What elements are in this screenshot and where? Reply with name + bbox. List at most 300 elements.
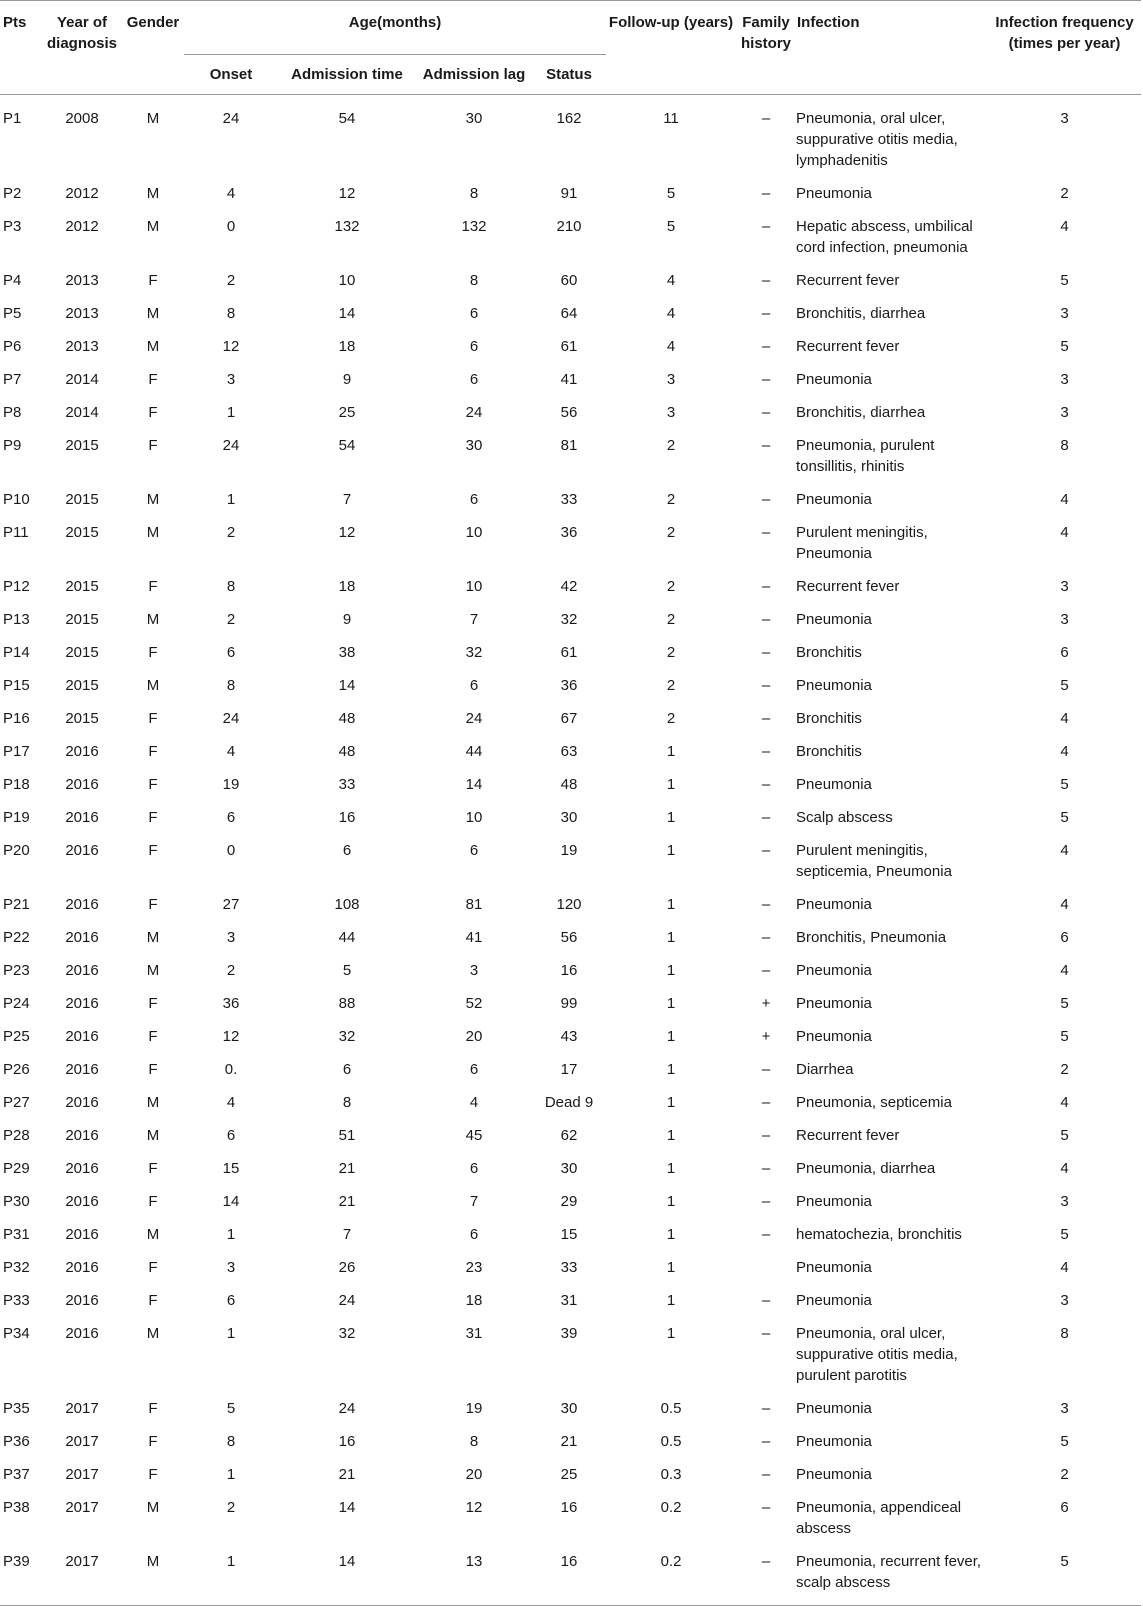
cell-gender: F: [148, 710, 158, 727]
cell-gender: M: [146, 611, 160, 628]
cell-onset: 12: [222, 338, 240, 355]
cell-infection: Pneumonia: [796, 1400, 872, 1417]
cell-family-history: –: [761, 1400, 771, 1417]
cell-infection-frequency: 4: [1060, 743, 1069, 760]
cell-gender: M: [146, 1553, 160, 1570]
table-row: [0, 735, 1141, 768]
header-pts: Pts: [3, 14, 27, 31]
table-row: [0, 516, 1141, 570]
table-row: [0, 297, 1141, 330]
cell-gender: F: [148, 743, 158, 760]
cell-family-history: –: [761, 644, 771, 661]
cell-onset: 1: [226, 404, 236, 421]
cell-status: 41: [560, 371, 578, 388]
cell-year: 2016: [65, 962, 99, 979]
cell-year: 2015: [65, 578, 99, 595]
cell-onset: 36: [222, 995, 240, 1012]
table-row: [0, 396, 1141, 429]
cell-status: 61: [560, 644, 578, 661]
cell-year: 2016: [65, 1028, 99, 1045]
cell-infection: Pneumonia: [796, 776, 872, 793]
cell-family-history: –: [761, 491, 771, 508]
cell-family-history: –: [761, 1433, 771, 1450]
cell-infection-frequency: 3: [1060, 404, 1069, 421]
cell-year: 2014: [65, 371, 99, 388]
cell-family-history: –: [761, 1466, 771, 1483]
cell-infection: Pneumonia: [796, 371, 872, 388]
cell-followup: 2: [666, 611, 676, 628]
table-row: [0, 1218, 1141, 1251]
cell-followup: 11: [663, 110, 679, 127]
cell-year: 2013: [65, 272, 99, 289]
cell-gender: F: [148, 437, 158, 454]
cell-admission-time: 88: [338, 995, 356, 1012]
cell-year: 2017: [65, 1433, 99, 1450]
cell-status: 91: [560, 185, 578, 202]
cell-pts: P18: [3, 776, 30, 793]
cell-followup: 1: [666, 1193, 676, 1210]
cell-admission-time: 32: [338, 1325, 356, 1342]
cell-pts: P1: [3, 110, 22, 127]
cell-followup: 4: [666, 272, 676, 289]
cell-family-history: –: [761, 110, 771, 127]
cell-admission-lag: 8: [469, 185, 479, 202]
cell-infection: Pneumonia, diarrhea: [796, 1160, 936, 1177]
cell-infection: Recurrent fever: [796, 272, 900, 289]
cell-gender: M: [146, 1094, 160, 1111]
cell-admission-lag: 19: [465, 1400, 483, 1417]
table-row: [0, 888, 1141, 921]
cell-family-history: –: [761, 185, 771, 202]
cell-infection: Pneumonia: [796, 491, 872, 508]
cell-year: 2015: [65, 437, 99, 454]
table-row: [0, 1086, 1141, 1119]
table-row: [0, 1284, 1141, 1317]
cell-status: 16: [560, 1499, 578, 1516]
cell-onset: 24: [222, 110, 240, 127]
cell-onset: 0.: [224, 1061, 238, 1078]
cell-onset: 3: [226, 929, 236, 946]
cell-gender: M: [146, 1127, 160, 1144]
cell-year: 2012: [65, 185, 99, 202]
cell-followup: 2: [666, 524, 676, 541]
cell-admission-lag: 6: [469, 1226, 479, 1243]
cell-infection-frequency: 3: [1060, 1193, 1069, 1210]
cell-gender: F: [148, 404, 158, 421]
cell-pts: P27: [3, 1094, 30, 1111]
cell-gender: F: [148, 1433, 158, 1450]
cell-family-history: +: [761, 995, 771, 1012]
cell-followup: 1: [666, 1259, 676, 1276]
cell-family-history: –: [761, 371, 771, 388]
table-row: [0, 1425, 1141, 1458]
cell-admission-lag: 6: [469, 1160, 479, 1177]
cell-admission-time: 44: [338, 929, 356, 946]
cell-family-history: –: [761, 218, 771, 235]
cell-infection: Pneumonia: [796, 185, 872, 202]
cell-infection-frequency: 5: [1060, 338, 1069, 355]
table-row: [0, 1458, 1141, 1491]
cell-status: 56: [560, 929, 578, 946]
header-gender: Gender: [126, 14, 180, 31]
cell-status: 210: [556, 218, 582, 235]
cell-infection: Pneumonia: [796, 1259, 872, 1276]
cell-followup: 2: [666, 644, 676, 661]
cell-status: 19: [560, 842, 578, 859]
cell-family-history: –: [761, 710, 771, 727]
cell-onset: 6: [226, 1292, 236, 1309]
cell-pts: P16: [3, 710, 30, 727]
cell-infection-frequency: 4: [1060, 524, 1069, 541]
table-row: [0, 801, 1141, 834]
cell-infection: Recurrent fever: [796, 578, 900, 595]
table-row: [0, 702, 1141, 735]
cell-gender: F: [148, 1028, 158, 1045]
cell-year: 2016: [65, 1160, 99, 1177]
cell-pts: P21: [3, 896, 30, 913]
cell-followup: 1: [666, 1094, 676, 1111]
cell-followup: 1: [666, 1325, 676, 1342]
header-onset: Onset: [184, 55, 278, 95]
cell-infection: Pneumonia: [796, 1028, 872, 1045]
cell-year: 2016: [65, 776, 99, 793]
table-row: [0, 1185, 1141, 1218]
cell-status: 48: [560, 776, 578, 793]
cell-family-history: –: [761, 437, 771, 454]
cell-admission-lag: 6: [469, 842, 479, 859]
cell-infection: Bronchitis: [796, 710, 862, 727]
cell-followup: 1: [666, 776, 676, 793]
cell-onset: 1: [226, 1226, 236, 1243]
cell-year: 2015: [65, 524, 99, 541]
cell-infection-frequency: 3: [1060, 1400, 1069, 1417]
cell-infection: Pneumonia: [796, 995, 872, 1012]
cell-admission-lag: 7: [469, 1193, 479, 1210]
header-family-history: Family history: [740, 14, 791, 52]
cell-year: 2012: [65, 218, 99, 235]
cell-followup: 1: [666, 1028, 676, 1045]
cell-year: 2016: [65, 842, 99, 859]
cell-family-history: –: [761, 962, 771, 979]
cell-infection: Pneumonia: [796, 896, 872, 913]
cell-followup: 0.5: [660, 1433, 682, 1450]
cell-followup: 3: [666, 371, 676, 388]
cell-gender: F: [148, 644, 158, 661]
cell-pts: P33: [3, 1292, 30, 1309]
cell-admission-time: 8: [342, 1094, 352, 1111]
cell-family-history: –: [761, 404, 771, 421]
cell-admission-time: 5: [342, 962, 352, 979]
cell-family-history: –: [761, 272, 771, 289]
cell-followup: 1: [666, 1127, 676, 1144]
cell-infection-frequency: 3: [1060, 110, 1069, 127]
cell-admission-lag: 6: [469, 1061, 479, 1078]
cell-gender: F: [148, 1466, 158, 1483]
cell-status: 56: [560, 404, 578, 421]
cell-infection-frequency: 4: [1060, 1259, 1069, 1276]
cell-admission-lag: 6: [469, 491, 479, 508]
cell-year: 2015: [65, 710, 99, 727]
cell-onset: 27: [222, 896, 240, 913]
cell-infection-frequency: 4: [1060, 491, 1069, 508]
cell-status: 61: [560, 338, 578, 355]
cell-family-history: –: [761, 1094, 771, 1111]
cell-pts: P13: [3, 611, 30, 628]
cell-family-history: –: [761, 743, 771, 760]
cell-infection: Hepatic abscess, umbilical cord infection, pneumonia: [796, 218, 973, 256]
cell-infection: Pneumonia: [796, 1193, 872, 1210]
cell-year: 2016: [65, 995, 99, 1012]
cell-onset: 8: [226, 578, 236, 595]
cell-family-history: –: [761, 809, 771, 826]
cell-infection-frequency: 6: [1060, 644, 1069, 661]
cell-admission-time: 48: [338, 710, 356, 727]
table-row: [0, 1491, 1141, 1545]
cell-followup: 1: [666, 842, 676, 859]
cell-pts: P14: [3, 644, 30, 661]
cell-year: 2016: [65, 929, 99, 946]
cell-followup: 2: [666, 710, 676, 727]
cell-admission-lag: 7: [469, 611, 479, 628]
cell-admission-time: 33: [338, 776, 356, 793]
cell-admission-lag: 20: [465, 1466, 483, 1483]
cell-infection: Pneumonia, purulent tonsillitis, rhinitis: [796, 437, 935, 475]
cell-family-history: –: [761, 305, 771, 322]
cell-gender: M: [146, 1325, 160, 1342]
header-infection: Infection: [797, 14, 860, 31]
cell-admission-time: 25: [338, 404, 356, 421]
cell-infection: Diarrhea: [796, 1061, 854, 1078]
cell-status: 33: [560, 491, 578, 508]
cell-gender: M: [146, 962, 160, 979]
cell-infection: Recurrent fever: [796, 338, 900, 355]
cell-pts: P22: [3, 929, 30, 946]
cell-year: 2017: [65, 1466, 99, 1483]
cell-onset: 2: [226, 962, 236, 979]
cell-status: 81: [560, 437, 578, 454]
cell-infection-frequency: 6: [1060, 1499, 1069, 1516]
table-row: [0, 987, 1141, 1020]
cell-infection-frequency: 4: [1060, 1160, 1069, 1177]
cell-pts: P25: [3, 1028, 30, 1045]
cell-pts: P39: [3, 1553, 30, 1570]
cell-followup: 2: [666, 677, 676, 694]
cell-infection: Pneumonia: [796, 962, 872, 979]
cell-pts: P23: [3, 962, 30, 979]
cell-admission-lag: 20: [465, 1028, 483, 1045]
header-followup: Follow-up (years): [608, 14, 734, 31]
cell-family-history: –: [761, 1160, 771, 1177]
cell-followup: 4: [666, 338, 676, 355]
cell-gender: M: [146, 677, 160, 694]
table-row: [0, 1545, 1141, 1606]
cell-family-history: –: [761, 842, 771, 859]
cell-infection-frequency: 8: [1060, 437, 1069, 454]
cell-infection-frequency: 3: [1060, 305, 1069, 322]
cell-onset: 8: [226, 305, 236, 322]
cell-onset: 4: [226, 743, 236, 760]
cell-pts: P4: [3, 272, 22, 289]
cell-infection: Bronchitis, diarrhea: [796, 404, 926, 421]
cell-infection-frequency: 2: [1060, 1061, 1069, 1078]
cell-admission-time: 48: [338, 743, 356, 760]
cell-gender: F: [148, 1259, 158, 1276]
cell-status: 16: [560, 1553, 578, 1570]
cell-admission-time: 54: [338, 437, 356, 454]
cell-pts: P17: [3, 743, 30, 760]
cell-admission-lag: 10: [465, 578, 483, 595]
cell-followup: 2: [666, 578, 676, 595]
cell-year: 2016: [65, 896, 99, 913]
cell-admission-time: 7: [342, 491, 352, 508]
cell-onset: 2: [226, 1499, 236, 1516]
cell-gender: F: [148, 371, 158, 388]
cell-infection-frequency: 6: [1060, 929, 1069, 946]
cell-year: 2017: [65, 1499, 99, 1516]
cell-admission-time: 54: [338, 110, 356, 127]
cell-status: 43: [560, 1028, 578, 1045]
cell-infection-frequency: 2: [1060, 1466, 1069, 1483]
cell-gender: M: [146, 185, 160, 202]
cell-status: 42: [560, 578, 578, 595]
cell-admission-time: 21: [338, 1466, 356, 1483]
cell-infection: Pneumonia, appendiceal abscess: [796, 1499, 962, 1537]
cell-status: 99: [560, 995, 578, 1012]
cell-followup: 4: [666, 305, 676, 322]
cell-gender: F: [148, 578, 158, 595]
cell-family-history: –: [761, 1226, 771, 1243]
cell-gender: F: [148, 1193, 158, 1210]
table-row: [0, 95, 1141, 178]
cell-followup: 1: [666, 995, 676, 1012]
cell-family-history: –: [761, 896, 771, 913]
cell-family-history: [736, 1251, 796, 1284]
table-row: [0, 570, 1141, 603]
header-age-group: Age(months): [348, 14, 442, 31]
cell-followup: 0.2: [660, 1553, 682, 1570]
cell-admission-lag: 32: [465, 644, 483, 661]
cell-pts: P36: [3, 1433, 30, 1450]
cell-infection: Recurrent fever: [796, 1127, 900, 1144]
cell-admission-time: 51: [338, 1127, 356, 1144]
cell-pts: P8: [3, 404, 22, 421]
cell-status: 60: [560, 272, 578, 289]
cell-infection-frequency: 5: [1060, 1127, 1069, 1144]
cell-admission-time: 7: [342, 1226, 352, 1243]
cell-infection: Pneumonia, recurrent fever, scalp abscess: [796, 1553, 982, 1591]
cell-admission-lag: 13: [465, 1553, 483, 1570]
cell-family-history: –: [761, 611, 771, 628]
cell-admission-lag: 8: [469, 1433, 479, 1450]
cell-infection-frequency: 8: [1060, 1325, 1069, 1342]
cell-year: 2016: [65, 809, 99, 826]
cell-gender: M: [146, 110, 160, 127]
cell-onset: 0: [226, 842, 236, 859]
header-infection-frequency: Infection frequency (times per year): [995, 14, 1134, 52]
cell-pts: P2: [3, 185, 22, 202]
table-row: [0, 177, 1141, 210]
cell-onset: 24: [222, 437, 240, 454]
cell-infection: Bronchitis: [796, 743, 862, 760]
table-row: [0, 834, 1141, 888]
cell-year: 2017: [65, 1400, 99, 1417]
cell-family-history: –: [761, 677, 771, 694]
cell-infection: Bronchitis: [796, 644, 862, 661]
cell-onset: 8: [226, 677, 236, 694]
cell-infection-frequency: 5: [1060, 809, 1069, 826]
cell-status: Dead 9: [544, 1094, 594, 1111]
cell-onset: 2: [226, 272, 236, 289]
cell-followup: 1: [666, 962, 676, 979]
cell-admission-time: 16: [338, 809, 356, 826]
table-row: [0, 330, 1141, 363]
cell-family-history: –: [761, 1127, 771, 1144]
cell-admission-time: 21: [338, 1193, 356, 1210]
cell-onset: 1: [226, 1325, 236, 1342]
cell-followup: 2: [666, 491, 676, 508]
cell-infection-frequency: 4: [1060, 710, 1069, 727]
cell-year: 2013: [65, 338, 99, 355]
cell-infection: Pneumonia: [796, 1292, 872, 1309]
cell-infection: Purulent meningitis, septicemia, Pneumonia: [796, 842, 952, 880]
cell-admission-time: 9: [342, 611, 352, 628]
cell-family-history: +: [761, 1028, 771, 1045]
cell-admission-time: 14: [338, 677, 356, 694]
cell-pts: P32: [3, 1259, 30, 1276]
table-row: [0, 636, 1141, 669]
cell-status: 17: [560, 1061, 578, 1078]
cell-year: 2015: [65, 677, 99, 694]
cell-admission-lag: 30: [465, 110, 483, 127]
cell-admission-time: 6: [342, 1061, 352, 1078]
cell-gender: M: [146, 1226, 160, 1243]
cell-gender: F: [148, 809, 158, 826]
cell-gender: M: [146, 218, 160, 235]
header-admission-lag: Admission lag: [416, 55, 532, 95]
cell-status: 32: [560, 611, 578, 628]
cell-gender: F: [148, 896, 158, 913]
cell-year: 2015: [65, 644, 99, 661]
cell-infection-frequency: 5: [1060, 1433, 1069, 1450]
cell-admission-lag: 6: [469, 305, 479, 322]
cell-year: 2016: [65, 1127, 99, 1144]
cell-infection-frequency: 5: [1060, 677, 1069, 694]
cell-pts: P3: [3, 218, 22, 235]
table-row: [0, 954, 1141, 987]
cell-followup: 0.5: [660, 1400, 682, 1417]
cell-followup: 1: [666, 1292, 676, 1309]
cell-family-history: –: [761, 1553, 771, 1570]
cell-pts: P9: [3, 437, 22, 454]
cell-admission-lag: 44: [465, 743, 483, 760]
cell-status: 39: [560, 1325, 578, 1342]
cell-onset: 3: [226, 1259, 236, 1276]
cell-admission-time: 18: [338, 578, 356, 595]
cell-infection: Pneumonia: [796, 1433, 872, 1450]
table-row: [0, 603, 1141, 636]
cell-onset: 3: [226, 371, 236, 388]
cell-onset: 1: [226, 1466, 236, 1483]
cell-status: 30: [560, 1160, 578, 1177]
table-row: [0, 1392, 1141, 1425]
cell-followup: 1: [666, 1226, 676, 1243]
cell-gender: F: [148, 776, 158, 793]
cell-onset: 6: [226, 809, 236, 826]
header-row: [0, 1, 1141, 55]
cell-followup: 0.3: [660, 1466, 682, 1483]
cell-pts: P10: [3, 491, 30, 508]
cell-infection: Pneumonia: [796, 611, 872, 628]
